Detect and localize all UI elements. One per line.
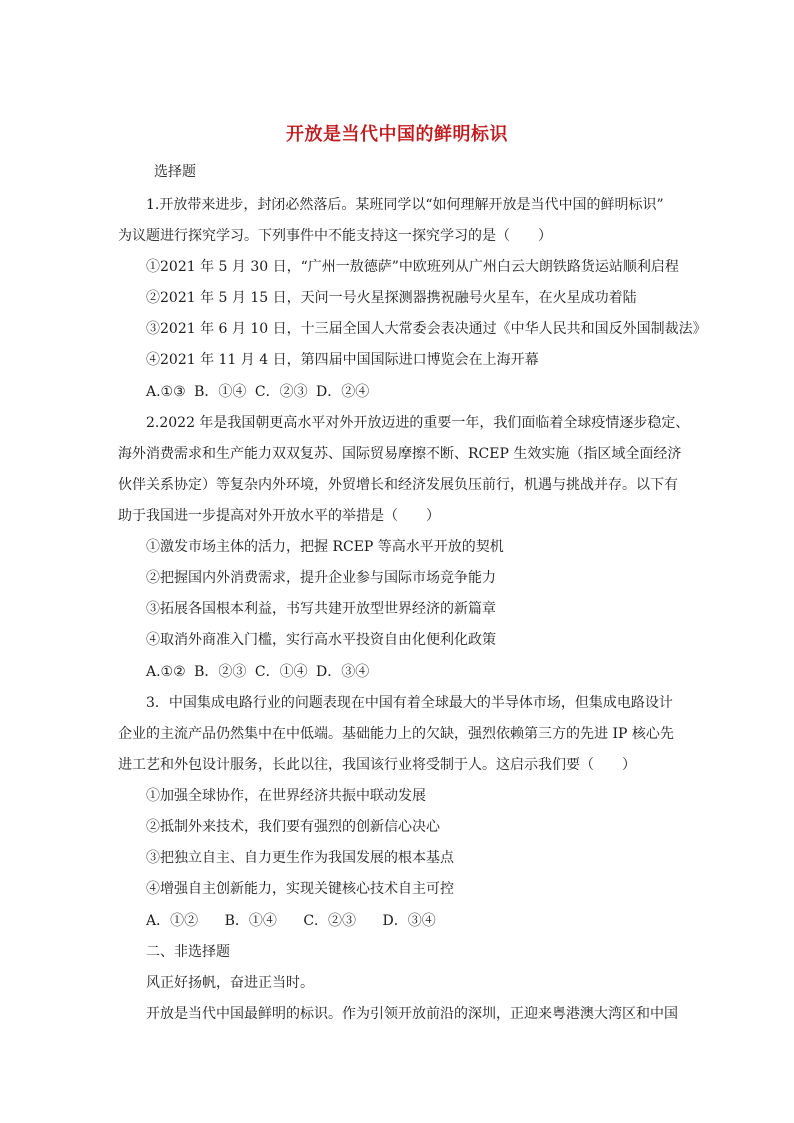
q2-stem-line-4: 助于我国进一步提高对外开放水平的举措是（ ） [118,508,440,524]
section-heading-non-choice: 二、非选择题 [146,944,230,960]
q3-item-1: ①加强全球协作，在世界经济共振中联动发展 [146,788,426,804]
q3-option-d: D．③④ [382,913,436,929]
q3-stem-line-3: 进工艺和外包设计服务，长此以往，我国该行业将受制于人。这启示我们要（ ） [118,757,636,773]
q3-option-b: B．①④ [224,913,277,929]
q2-stem-line-2: 海外消费需求和生产能力双双复苏、国际贸易摩擦不断、RCEP 生效实施（指区域全面经济 [118,446,682,462]
section2-line-2: 开放是当代中国最鲜明的标识。作为引领开放前沿的深圳，正迎来粤港澳大湾区和中国 [146,1006,678,1022]
q1-option-d: D．②④ [316,384,370,400]
q2-item-3: ③拓展各国根本利益，书写共建开放型世界经济的新篇章 [146,601,496,617]
q2-options [146,662,373,682]
q3-item-3: ③把独立自主、自力更生作为我国发展的根本基点 [146,850,454,866]
q1-option-a: A.①③ [146,384,186,400]
q2-item-2: ②把握国内外消费需求，提升企业参与国际市场竞争能力 [146,570,496,586]
q1-item-2: ②2021 年 5 月 15 日，天问一号火星探测器携祝融号火星车，在火星成功着陆 [146,290,637,306]
section-heading-choice: 选择题 [154,164,196,180]
q3-option-a: A．①② [146,913,199,929]
page-title: 开放是当代中国的鲜明标识 [286,124,508,145]
q3-item-2: ②抵制外来技术，我们要有强烈的创新信心决心 [146,819,440,835]
q1-option-b: B．①④ [194,384,247,400]
q3-options [146,911,458,931]
q2-option-c: C．①④ [254,664,308,680]
q2-stem-line-3: 伙伴关系协定）等复杂内外环境，外贸增长和经济发展负压前行，机遇与挑战并存。以下有 [118,477,678,493]
q1-options [146,382,373,402]
q2-option-b: B．②③ [194,664,247,680]
q1-item-1: ①2021 年 5 月 30 日，“广州一敖德萨”中欧班列从广州白云大朗铁路货运站顺利启程 [146,259,679,275]
q2-item-4: ④取消外商准入门槛，实行高水平投资自由化便利化政策 [146,632,496,648]
q1-item-3: ③2021 年 6 月 10 日，十三届全国人大常委会表决通过《中华人民共和国反外国制裁法》 [146,321,707,337]
q2-option-a: A.①② [146,664,186,680]
section2-line-1: 风正好扬帆，奋进正当时。 [146,975,314,991]
q1-stem-line-1: 1.开放带来进步，封闭必然落后。某班同学以“如何理解开放是当代中国的鲜明标识” [146,197,664,213]
q2-item-1: ①激发市场主体的活力，把握 RCEP 等高水平开放的契机 [146,539,504,555]
q3-stem-line-1: 3．中国集成电路行业的问题表现在中国有着全球最大的半导体市场，但集成电路设计 [146,695,673,711]
q3-stem-line-2: 企业的主流产品仍然集中在中低端。基础能力上的欠缺，强烈依赖第三方的先进 IP 核心先 [118,726,674,742]
q3-option-c: C．②③ [303,913,357,929]
q2-stem-line-1: 2.2022 年是我国朝更高水平对外开放迈进的重要一年，我们面临着全球疫情逐步稳定、 [146,415,690,431]
q3-item-4: ④增强自主创新能力，实现关键核心技术自主可控 [146,881,454,897]
q1-item-4: ④2021 年 11 月 4 日，第四届中国国际进口博览会在上海开幕 [146,352,539,368]
q1-stem-line-2: 为议题进行探究学习。下列事件中不能支持这一探究学习的是（ ） [118,228,552,244]
q2-option-d: D．③④ [316,664,370,680]
q1-option-c: C．②③ [254,384,308,400]
